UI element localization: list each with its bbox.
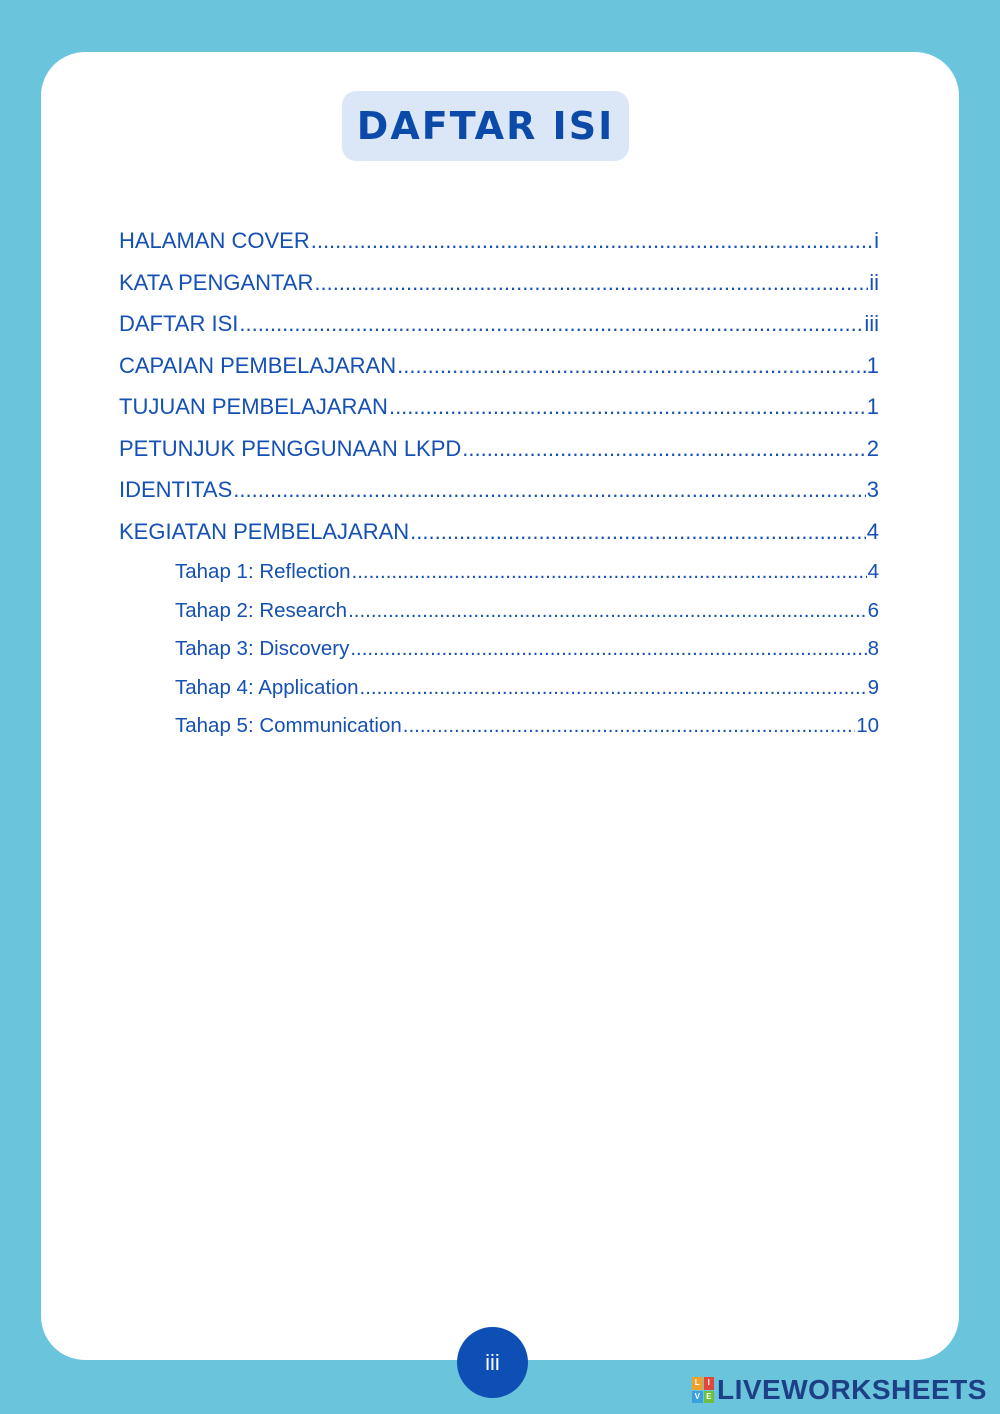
liveworksheets-watermark <box>692 1374 987 1406</box>
toc-item-kata-pengantar[interactable] <box>119 270 879 312</box>
toc-item-page: 4 <box>867 560 879 583</box>
toc-leader-dots <box>350 637 866 661</box>
toc-item-page: ii <box>869 269 879 295</box>
page-title: DAFTAR ISI <box>356 104 615 148</box>
toc-subitem-tahap-3[interactable] <box>119 637 879 676</box>
toc-item-label: Tahap 3: Discovery <box>175 637 350 660</box>
toc-leader-dots <box>389 394 866 420</box>
toc-item-label: CAPAIAN PEMBELAJARAN <box>119 352 397 378</box>
logo-letter: I <box>704 1377 715 1390</box>
toc-leader-dots <box>360 676 867 700</box>
toc-leader-dots <box>314 270 868 296</box>
toc-leader-dots <box>410 519 866 545</box>
toc-item-page: 1 <box>866 352 879 378</box>
liveworksheets-logo-icon <box>692 1377 714 1403</box>
toc-item-kegiatan-pembelajaran[interactable] <box>119 519 879 561</box>
toc-item-label: Tahap 5: Communication <box>175 714 402 737</box>
toc-item-page: 4 <box>866 518 879 544</box>
toc-item-daftar-isi[interactable] <box>119 311 879 353</box>
toc-item-page: 1 <box>866 394 879 419</box>
toc-leader-dots <box>397 353 866 379</box>
toc-item-label: PETUNJUK PENGGUNAAN LKPD <box>119 435 462 461</box>
table-of-contents <box>119 228 879 753</box>
toc-item-page: 2 <box>866 435 879 461</box>
toc-item-page: 10 <box>856 714 879 737</box>
toc-leader-dots <box>348 599 867 623</box>
toc-leader-dots <box>403 714 855 738</box>
toc-item-halaman-cover[interactable] <box>119 228 879 270</box>
toc-subitem-tahap-1[interactable] <box>119 560 879 599</box>
toc-item-label: HALAMAN COVER <box>119 228 310 253</box>
brand-name: LIVEWORKSHEETS <box>717 1374 987 1405</box>
toc-item-identitas[interactable] <box>119 477 879 519</box>
toc-item-page: 9 <box>867 675 879 699</box>
toc-item-label: Tahap 1: Reflection <box>175 560 351 583</box>
toc-subitem-tahap-5[interactable] <box>119 714 879 753</box>
toc-leader-dots <box>233 477 865 503</box>
page-number: iii <box>485 1349 500 1375</box>
logo-letter: V <box>692 1391 703 1404</box>
toc-item-label: IDENTITAS <box>119 477 233 502</box>
toc-item-label: KEGIATAN PEMBELAJARAN <box>119 518 410 544</box>
toc-item-label: DAFTAR ISI <box>119 311 239 336</box>
toc-subitem-tahap-2[interactable] <box>119 599 879 638</box>
page-number-badge <box>457 1327 528 1398</box>
toc-item-label: Tahap 4: Application <box>175 675 359 699</box>
logo-letter: L <box>692 1377 703 1390</box>
toc-item-page: iii <box>864 311 879 336</box>
logo-letter: E <box>704 1391 715 1404</box>
toc-item-label: TUJUAN PEMBELAJARAN <box>119 394 388 419</box>
toc-item-label: Tahap 2: Research <box>175 598 348 622</box>
toc-leader-dots <box>239 311 863 337</box>
toc-item-page: i <box>874 228 879 253</box>
toc-item-page: 6 <box>867 598 879 622</box>
toc-item-tujuan-pembelajaran[interactable] <box>119 394 879 436</box>
toc-item-page: 3 <box>866 477 879 502</box>
toc-leader-dots <box>352 560 867 584</box>
toc-item-petunjuk-penggunaan-lkpd[interactable] <box>119 436 879 478</box>
toc-leader-dots <box>311 228 873 254</box>
toc-item-capaian-pembelajaran[interactable] <box>119 353 879 395</box>
toc-subitem-tahap-4[interactable] <box>119 676 879 715</box>
toc-item-page: 8 <box>867 637 879 660</box>
title-box <box>342 91 629 161</box>
toc-leader-dots <box>462 436 865 462</box>
toc-item-label: KATA PENGANTAR <box>119 269 314 295</box>
